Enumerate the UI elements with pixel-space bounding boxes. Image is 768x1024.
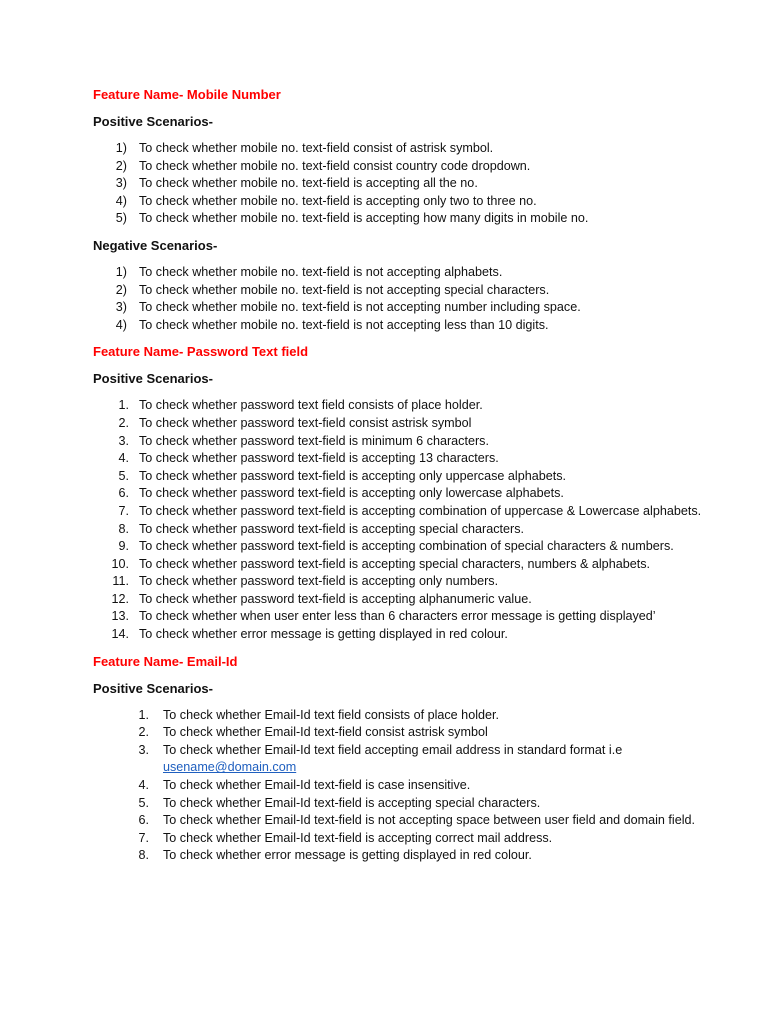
list-item-text: To check whether password text-field consist astrisk symbol [139,415,472,430]
list-item-number: 2. [118,415,129,430]
list-item-text: To check whether password text-field is accepting special characters. [139,521,524,536]
list-item-text: To check whether password text-field is accepting combination of special characters & numbers. [139,539,674,554]
list-item-number: 11. [112,574,129,589]
list-item-number: 3. [138,742,149,757]
list-item-text: To check whether mobile no. text-field is not accepting number including space. [139,300,581,315]
list-item-text: To check whether password text-field is minimum 6 characters. [139,433,489,448]
list-item [93,626,733,644]
list-item [93,282,733,300]
list-item-number: 1. [138,707,149,722]
list-item-text: To check whether password text-field is accepting 13 characters. [139,451,499,466]
list-item-number: 10. [111,556,129,571]
list-item [93,317,733,335]
list-item-text: To check whether mobile no. text-field is accepting how many digits in mobile no. [139,211,589,226]
list-item-text: To check whether error message is getting displayed in red colour. [163,848,532,863]
list-item [93,140,733,158]
list-item [93,812,733,830]
list-item-number: 7. [118,503,129,518]
list-item-text: To check whether mobile no. text-field consist country code dropdown. [139,158,531,173]
list-item-number: 6. [118,486,129,501]
list-item-text: To check whether Email-Id text-field is case insensitive. [163,778,471,793]
list-item-text: To check whether Email-Id text-field is not accepting space between user field and domain field. [163,813,696,828]
list-item [93,503,733,521]
list-item-text: To check whether password text-field is accepting only numbers. [139,574,499,589]
list-item [93,573,733,591]
list-item-number: 3) [115,176,127,191]
feature-title: Feature Name- Mobile Number [93,87,281,102]
list-item [93,777,733,795]
list-item-number: 2) [115,158,127,173]
list-item [93,521,733,539]
list-item [93,608,733,626]
list-item-number: 7. [138,830,149,845]
list-item [93,830,733,848]
list-item [93,175,733,193]
list-item-text: To check whether Email-Id text field consists of place holder. [163,707,499,722]
list-item [93,193,733,211]
list-item-text: To check whether Email-Id text field accepting email address in standard format i.e [163,742,623,757]
email-example-link[interactable]: usename@domain.com [163,760,297,775]
list-item-number: 3. [118,433,129,448]
list-item [93,742,733,777]
list-item-number: 1. [118,398,129,413]
test-case-list [93,707,733,865]
list-item-number: 4. [138,778,149,793]
list-item-text: To check whether mobile no. text-field is not accepting special characters. [139,282,550,297]
list-item [93,210,733,228]
test-case-list [93,140,733,228]
list-item-text: To check whether when user enter less than 6 characters error message is getting displayed’ [139,609,656,624]
list-item [93,795,733,813]
list-item-text: To check whether Email-Id text-field consist astrisk symbol [163,725,488,740]
list-item-number: 9. [118,539,129,554]
list-item-number: 2) [115,282,127,297]
list-item-number: 4) [115,317,127,332]
list-item-number: 4. [118,451,129,466]
scenario-heading: Negative Scenarios- [93,237,218,253]
list-item-text: To check whether Email-Id text-field is accepting correct mail address. [163,830,553,845]
list-item [93,299,733,317]
document-page [93,86,733,874]
scenario-heading: Positive Scenarios- [93,680,213,696]
feature-title: Feature Name- Email-Id [93,653,238,669]
list-item-number: 5. [138,795,149,810]
list-item-number: 14. [111,627,129,642]
list-item [93,485,733,503]
list-item-number: 2. [138,725,149,740]
list-item [93,707,733,725]
list-item-text: To check whether Email-Id text-field is accepting special characters. [163,795,541,810]
list-item-text: To check whether password text-field is accepting special characters, numbers & alphabets. [139,556,650,571]
list-item [93,415,733,433]
list-item-number: 1) [115,141,127,155]
list-item-text: To check whether mobile no. text-field is not accepting alphabets. [139,264,503,279]
test-case-list [93,264,733,334]
list-item-number: 5) [115,211,127,226]
list-item [93,538,733,556]
list-item-text: To check whether mobile no. text-field is accepting only two to three no. [139,193,537,208]
list-item-text: To check whether password text-field is accepting only uppercase alphabets. [139,468,567,483]
list-item [93,433,733,451]
list-item [93,591,733,609]
list-item [93,397,733,415]
scenario-heading: Positive Scenarios- [93,114,213,129]
list-item-number: 3) [115,300,127,315]
list-item [93,556,733,574]
list-item-text: To check whether mobile no. text-field consist of astrisk symbol. [139,141,494,155]
list-item-number: 8. [138,848,149,863]
list-item-text: To check whether mobile no. text-field is not accepting less than 10 digits. [139,317,549,332]
list-item-number: 4) [115,193,127,208]
scenario-heading: Positive Scenarios- [93,371,213,387]
list-item [93,468,733,486]
list-item-number: 12. [111,591,129,606]
list-item-number: 5. [118,468,129,483]
list-item-number: 1) [115,264,127,279]
list-item-text: To check whether password text-field is accepting combination of uppercase & Lowercase alphabets. [139,503,702,518]
test-case-list [93,397,733,643]
list-item-text: To check whether error message is getting displayed in red colour. [139,627,508,642]
list-item-text: To check whether password text-field is accepting only lowercase alphabets. [139,486,564,501]
list-item [93,158,733,176]
feature-title: Feature Name- Password Text field [93,344,309,360]
list-item-text: To check whether mobile no. text-field is accepting all the no. [139,176,478,191]
list-item-number: 13. [111,609,129,624]
list-item [93,450,733,468]
list-item-text: To check whether password text-field is accepting alphanumeric value. [139,591,532,606]
list-item-number: 6. [138,813,149,828]
list-item [93,724,733,742]
list-item-text: To check whether password text field consists of place holder. [139,398,483,413]
list-item [93,264,733,282]
list-item-number: 8. [118,521,129,536]
list-item [93,847,733,865]
